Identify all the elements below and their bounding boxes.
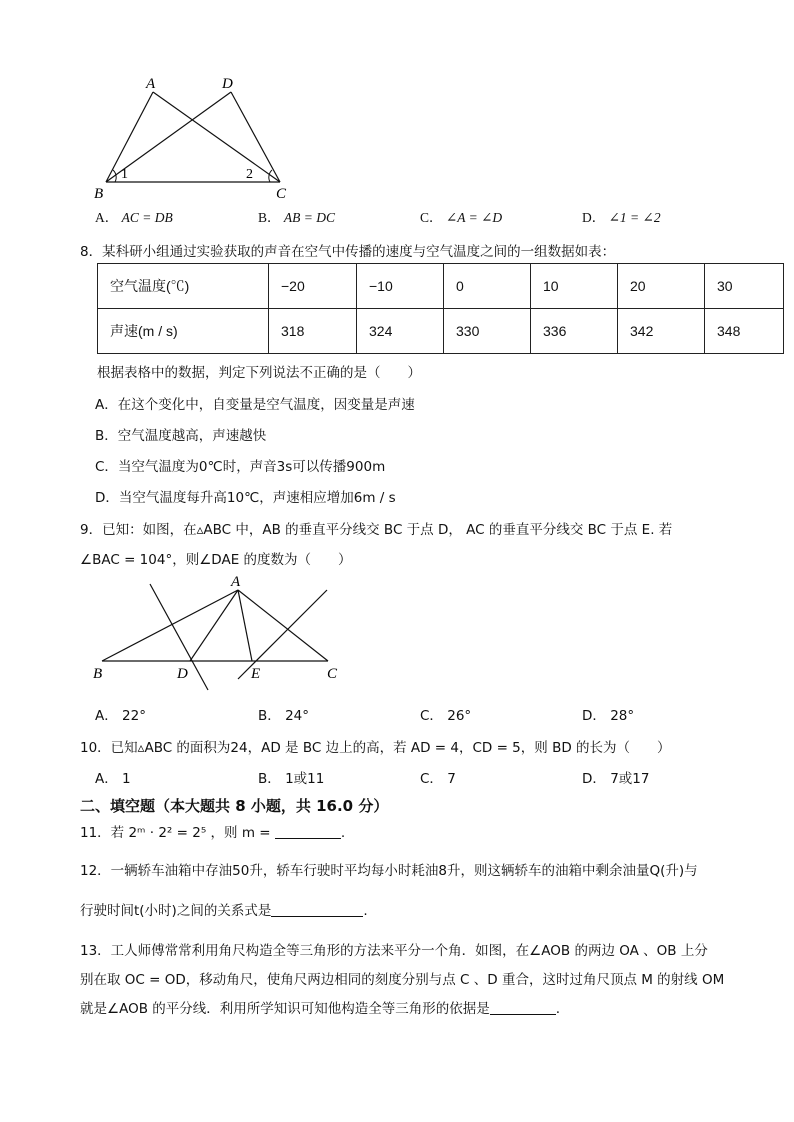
option-key: C．	[420, 210, 443, 225]
option-text: ∠A = ∠D	[445, 210, 503, 225]
section-heading-fill-in: 二、填空题（本大题共 8 小题，共 16.0 分）	[80, 797, 389, 815]
option-text: 7或17	[610, 771, 650, 787]
segment-AE	[238, 590, 252, 661]
segment-AB	[102, 590, 238, 661]
q7-option-c[interactable]	[420, 206, 502, 226]
option-text: 1	[122, 771, 131, 787]
q10-stem: 10．已知▵ABC 的面积为24，AD 是 BC 边上的高，若 AD = 4，CD = 5，则 BD 的长为（ ）	[80, 740, 671, 756]
q8-question: 根据表格中的数据，判定下列说法不正确的是（ ）	[97, 365, 421, 381]
option-key: B．	[258, 708, 281, 724]
q7-option-b[interactable]	[258, 206, 335, 226]
option-key: C．	[95, 459, 118, 475]
q8-data-table	[97, 263, 784, 354]
q13-line2: 别在取 OC = OD，移动角尺，使角尺两边相同的刻度分别与点 C 、D 重合，这时过角尺顶点 M 的射线 OM	[80, 972, 725, 988]
q8-stem: 8．某科研小组通过实验获取的声音在空气中传播的速度与空气温度之间的一组数据如表：	[80, 244, 616, 260]
q8-option-a[interactable]	[95, 393, 415, 413]
option-text: 当空气温度每升高10℃，声速相应增加6m / s	[118, 490, 396, 506]
segment-AB	[106, 92, 153, 182]
q8-option-d[interactable]	[95, 486, 396, 506]
q7-option-a[interactable]	[95, 206, 173, 226]
option-key: D．	[582, 708, 606, 724]
figure-q7	[88, 70, 298, 205]
option-text: 1或11	[285, 771, 325, 787]
q10-option-d[interactable]	[582, 767, 649, 787]
q12-line2	[80, 899, 368, 919]
label-E: E	[251, 666, 261, 682]
segment-AD	[190, 590, 238, 661]
option-key: A．	[95, 771, 118, 787]
label-A: A	[231, 574, 241, 590]
q9-option-c[interactable]	[420, 704, 471, 724]
figure-q9	[90, 572, 350, 694]
q10-option-a[interactable]	[95, 767, 131, 787]
option-key: A．	[95, 708, 118, 724]
table-cell: −20	[269, 264, 357, 309]
option-key: A．	[95, 210, 119, 225]
table-cell: 0	[444, 264, 531, 309]
option-text: AB = DC	[283, 210, 335, 225]
q8-option-c[interactable]	[95, 455, 385, 475]
q9-stem-line2: ∠BAC = 104°，则∠DAE 的度数为（ ）	[80, 552, 352, 568]
table-cell: 318	[269, 309, 357, 354]
segment-DC	[231, 92, 280, 182]
option-text: 当空气温度为0℃时，声音3s可以传播900m	[117, 459, 386, 475]
table-cell: 342	[618, 309, 705, 354]
table-cell: 10	[531, 264, 618, 309]
q12-line2-text: 行驶时间t(小时)之间的关系式是	[80, 903, 272, 919]
option-key: C．	[420, 771, 443, 787]
q10-option-c[interactable]	[420, 767, 456, 787]
table-cell: −10	[357, 264, 444, 309]
table-header-speed: 声速(m / s)	[98, 309, 269, 354]
option-key: B．	[258, 771, 281, 787]
q9-stem-line1: 9．已知：如图，在▵ABC 中，AB 的垂直平分线交 BC 于点 D， AC 的垂直平分线交 BC 于点 E. 若	[80, 522, 673, 538]
q11-answer-blank[interactable]	[275, 824, 341, 839]
option-key: B．	[95, 428, 118, 444]
segment-AC	[153, 92, 280, 182]
q11-stem: 11．若 2ᵐ · 2² = 2⁵ ，则 m =	[80, 825, 271, 841]
q9-option-d[interactable]	[582, 704, 634, 724]
option-text: 空气温度越高，声速越快	[117, 428, 267, 444]
table-cell: 30	[705, 264, 784, 309]
segment-AC	[238, 590, 328, 661]
q12-period: .	[363, 903, 368, 919]
label-angle-1: 1	[121, 167, 128, 182]
option-text: AC = DB	[121, 210, 173, 225]
q9-option-a[interactable]	[95, 704, 146, 724]
option-text: 7	[447, 771, 456, 787]
table-cell: 336	[531, 309, 618, 354]
option-text: 26°	[447, 708, 472, 724]
option-text: 28°	[610, 708, 635, 724]
q13-period: .	[555, 1001, 561, 1017]
table-header-temperature: 空气温度(℃)	[98, 264, 269, 309]
table-cell: 20	[618, 264, 705, 309]
label-D: D	[222, 76, 233, 92]
table-row-speed	[98, 309, 784, 354]
option-text: ∠1 = ∠2	[608, 210, 661, 225]
option-key: D．	[582, 771, 606, 787]
q11-period: .	[340, 825, 346, 841]
label-B: B	[94, 186, 104, 202]
q10-option-b[interactable]	[258, 767, 324, 787]
label-D: D	[177, 666, 188, 682]
option-key: B．	[258, 210, 281, 225]
option-text: 22°	[122, 708, 146, 724]
q13-line3-text: 就是∠AOB 的平分线．利用所学知识可知他构造全等三角形的依据是	[80, 1001, 490, 1017]
table-cell: 324	[357, 309, 444, 354]
option-key: C．	[420, 708, 443, 724]
label-B: B	[93, 666, 103, 682]
option-text: 24°	[285, 708, 309, 724]
q12-line1: 12．一辆轿车油箱中存油50升，轿车行驶时平均每小时耗油8升，则这辆轿车的油箱中剩余油量Q(升)与	[80, 863, 698, 879]
q13-answer-blank[interactable]	[490, 1000, 556, 1015]
q12-answer-blank[interactable]	[271, 902, 363, 917]
label-C: C	[327, 666, 338, 682]
q8-option-b[interactable]	[95, 424, 266, 444]
option-key: A．	[95, 397, 118, 413]
q7-option-d[interactable]	[582, 206, 661, 226]
option-key: D．	[582, 210, 606, 225]
label-angle-2: 2	[246, 167, 253, 182]
option-key: D．	[95, 490, 119, 506]
table-cell: 348	[705, 309, 784, 354]
q13-line1: 13．工人师傅常常利用角尺构造全等三角形的方法来平分一个角．如图，在∠AOB 的两边 OA 、OB 上分	[80, 943, 708, 959]
q13-line3	[80, 997, 560, 1017]
q9-option-b[interactable]	[258, 704, 309, 724]
table-row-temperature	[98, 264, 784, 309]
label-A: A	[146, 76, 156, 92]
q11	[80, 821, 345, 841]
label-C: C	[276, 186, 287, 202]
table-cell: 330	[444, 309, 531, 354]
option-text: 在这个变化中，自变量是空气温度，因变量是声速	[117, 397, 415, 413]
